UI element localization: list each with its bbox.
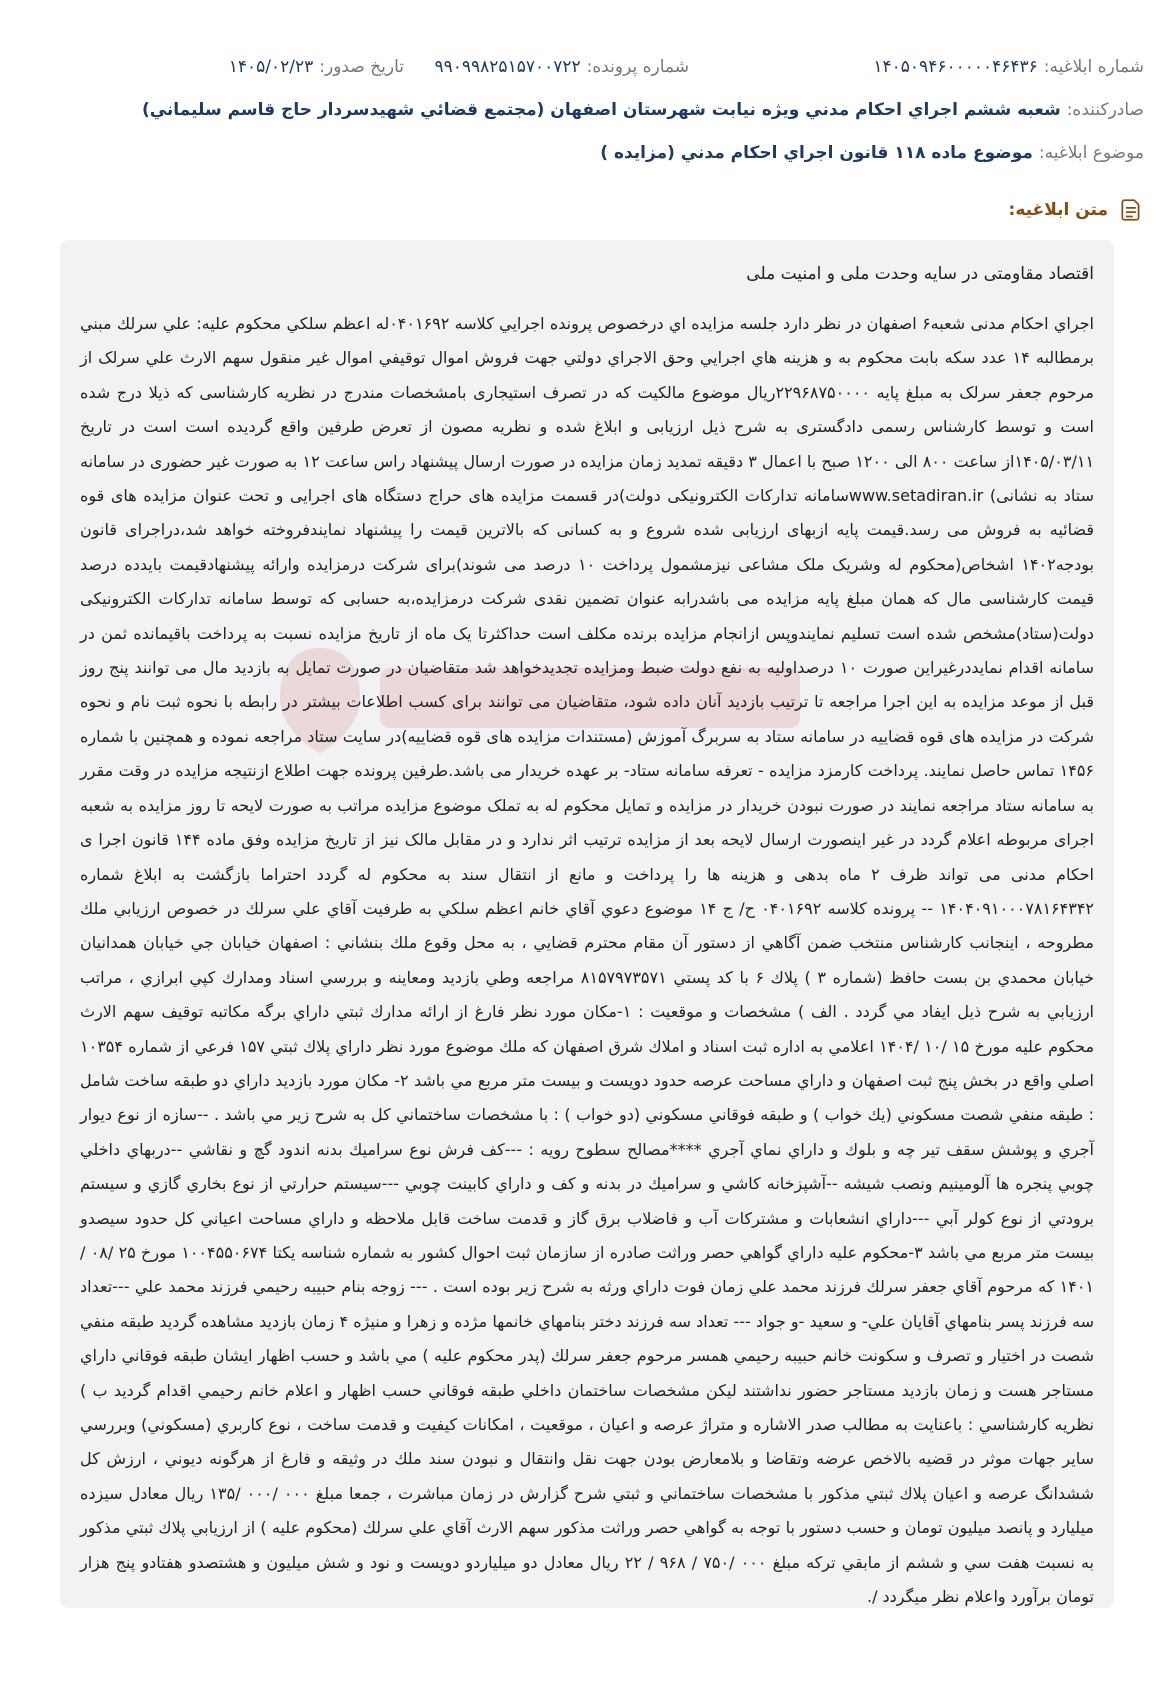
notice-number-value: ۱۴۰۵۰۹۴۶۰۰۰۰۰۴۶۴۳۶ [873,57,1038,77]
issuer-row [30,95,1144,125]
case-number-value: ۹۹۰۹۹۸۲۵۱۵۷۰۰۷۲۲ [434,57,581,77]
case-number-label: شماره پرونده: [586,57,689,77]
notice-number-label: شماره ابلاغيه: [1043,57,1144,77]
subject-label: موضوع ابلاغيه: [1038,143,1144,163]
notice-text-heading [1009,197,1144,223]
issuer-label: صادرکننده: [1066,100,1144,120]
notice-meta-row [30,52,1144,82]
subject-row [30,138,1144,168]
issue-date-label: تاريخ صدور: [319,57,404,77]
issuer-value: شعبه ششم اجراي احكام مدني ويژه نيابت شهرستان اصفهان (مجتمع قضائي شهيدسردار حاج قاسم سليماني) [141,100,1061,120]
notice-content-box [60,240,1114,1608]
notice-body-text: اجراي احکام مدنی شعبه۶ اصفهان در نظر دارد جلسه مزايده اي درخصوص پرونده اجرايي كلاسه ۰۴۰۱۶۹۲له اعظم سلكي محكوم عليه: علي سرلك مبني برمطالبه ۱۴ عدد سکه بابت محكوم به و هزينه هاي اجرايي وحق الاجراي دولتي جهت فروش اموال توقيفي اموال غير منقول سهم الارث علي سرلک از مرحوم جعفر سرلک به مبلغ پايه ۲۲۹۶۸۷۵۰۰۰۰ريال موضوع مالکيت که در تصرف استيجاری بامشخصات مندرج در نظريه کارشناسی که ذيلا درج شده است و توسط کارشناس رسمی دادگستری به شرح ذيل ارزيابی و ابلاغ شده و نظريه مصون از تعرض طرفين واقع گرديده است است در تاريخ ۱۴۰۵/۰۳/۱۱از ساعت ۸۰۰ الی ۱۲۰۰ صبح با اعمال ۳ دقيقه تمديد زمان مزايده در صورت ارسال پيشنهاد راس ساعت ۱۲ به صورت غير حضوری در سامانه ستاد به نشانی) www.setadiran.irسامانه تدارکات الکترونيکی دولت)در قسمت مزايده های حراج دستگاه های اجرايی و تحت عنوان مزايده های قوه قضائيه به فروش می رسد.قيمت پايه ازبهای ارزيابی شده شروع و به کسانی که بالاترين قيمت را پيشنهاد نمايندفروخته خواهد شد،دراجرای قانون بودجه۱۴۰۲ اشخاص(محکوم له وشريک ملک مشاعی نيزمشمول پرداخت ۱۰ درصد می شوند)برای شرکت درمزايده وارائه پيشنهادقيمت بايدده درصد قيمت کارشناسی مال که همان مبلغ پايه مزايده می باشدرابه عنوان تضمين نقدی شرکت درمزايده،به حسابی که توسط سامانه تدارکات الکترونيکی دولت(ستاد)مشخص شده است تسليم نمايندوپس ازانجام مزايده برنده مکلف است حداکثرتا يک ماه از تاريخ مزايده نسبت به پرداخت باقيمانده ثمن در سامانه اقدام نمايددرغيراين صورت ۱۰ درصداوليه به نفع دولت ضبط ومزايده تجديدخواهد شد متقاضيان در صورت تمايل به بازديد مال می توانند پنج روز قبل از موعد مزايده به اين اجرا مراجعه تا ترتيب بازديد آنان داده شود، متقاضيان می توانند برای کسب اطلاعات بيشتر در رابطه با نحوه ثبت نام و نحوه شرکت در مزايده های قوه قضاييه در سامانه ستاد به سربرگ آموزش (مستندات مزايده های قوه قضاييه)در سايت ستاد مراجعه نموده و همچنين با شماره ۱۴۵۶ تماس حاصل نمايند. پرداخت کارمزد مزايده - تعرفه سامانه ستاد- بر عهده خريدار می باشد.طرفين پرونده جهت اطلاع ازنتيجه مزايده در وقت مقرر به سامانه ستاد مراجعه نمايند در صورت نبودن خريدار در مزايده و تمايل محکوم له به تملک موضوع مزايده مراتب به صورت لايحه تا روز مزايده به شعبه اجرای مربوطه اعلام گردد در غير اينصورت ارسال لايحه بعد از مزايده ترتيب اثر ندارد و در مقابل مالک نيز از تاريخ مزايده وفق ماده ۱۴۴ قانون اجرا ی احکام مدنی می تواند ظرف ۲ ماه بدهی و هزينه ها را پرداخت و مانع از انتقال سند به محکوم له گردد احتراما بازگشت به ابلاغ شماره ۱۴۰۴۰۹۱۰۰۰۷۸۱۶۴۳۴۲ -- پرونده كلاسه ۰۴۰۱۶۹۲ ح/ ج ۱۴ موضوع دعوي آقاي خانم اعظم سلكي به طرفيت آقاي علي سرلك در خصوص ارزيابي ملك مطروحه ، اينجانب كارشناس منتخب ضمن آگاهي از دستور آن مقام محترم قضايي ، به محل وقوع ملك بنشاني : اصفهان خيابان جي خيابان همدانيان خيابان محمدي بن بست حافظ (شماره ۳ ) پلاك ۶ با كد پستي ۸۱۵۷۹۷۳۵۷۱ مراجعه وطي بازديد ومعاينه و بررسي اسناد ومدارك كپي ابرازي ، مراتب ارزيابي به شرح ذيل ايفاد مي گردد . الف ) مشخصات و موقعيت : ۱-مكان مورد نظر فارغ از ارائه مدارك ثبتي داراي برگه مكاتبه توقيف سهم الارث محكوم عليه مورخ ۱۵ /۱۰ /۱۴۰۴ اعلامي به اداره ثبت اسناد و املاك شرق اصفهان كه ملك موضوع مورد نظر داراي پلاك ثبتي ۱۵۷ فرعي از شماره ۱۰۳۵۴ اصلي واقع در بخش پنج ثبت اصفهان و داراي مساحت عرصه حدود دويست و بيست متر مربع مي باشد ۲- مكان مورد بازديد داراي دو طبقه ساخت شامل : طبقه منفي شصت مسكوني (يك خواب ) و طبقه فوقاني مسكوني (دو خواب ) : با مشخصات ساختماني كل به شرح زير مي باشد . --سازه از نوع ديوار آجري و پوشش سقف تير چه و بلوك و داراي نماي آجري ****مصالح سطوح رويه : ---كف فرش نوع سراميك بدنه اندود گچ و نقاشي --دربهاي داخلي چوبي پنجره ها آلومينيم ونصب شيشه --آشپزخانه كاشي و سراميك در بدنه و كف و داراي كابينت چوبي ---سيستم حرارتي از نوع بخاري گازي و سيستم برودتي از نوع كولر آبي ---داراي انشعابات و مشتركات آب و فاضلاب برق گاز و قدمت ساخت قابل ملاحظه و داراي مساحت اعياني كل حدود سيصدو بيست متر مربع مي باشد ۳-محكوم عليه داراي گواهي حصر وراثت صادره از سازمان ثبت احوال كشور به شماره شناسه يكتا ۱۰۰۴۵۵۰۶۷۴ مورخ ۲۵ /۰۸ /۱۴۰۱ كه مرحوم آقاي جعفر سرلك فرزند محمد علي زمان فوت داراي ورثه به شرح زير بوده است . --- زوجه بنام حبيبه رحيمي فرزند محمد علي ---تعداد سه فرزند پسر بنامهاي آقايان علي- و سعيد -و جواد --- تعداد سه فرزند دختر بنامهاي خانمها مژده و زهرا و منيژه ۴ زمان بازديد مشاهده گرديد طبقه منفي شصت در اختيار و تصرف و سكونت خانم حبيبه رحيمي همسر مرحوم جعفر سرلك (پدر محكوم عليه ) مي باشد و حسب اظهار ايشان طبقه فوقاني داراي مستاجر هست و زمان بازديد مستاجر حضور نداشتند ليكن مشخصات ساختمان داخلي طبقه فوقاني حسب اظهار و اعلام خانم رحيمي اقدام گرديد ب ) نظريه كارشناسي : باعنايت به مطالب صدر الاشاره و متراژ عرصه و اعيان ، موقعيت ، امكانات كيفيت و قدمت ساخت ، نوع كاربري (مسكوني) وبررسي ساير جهات موثر در قضيه بالاخص عرضه وتقاضا و بلامعارض بودن جهت نقل وانتقال و نبودن سند ملك در وثيقه و فارغ از هرگونه ديوني ، ارزش كل ششدانگ عرصه و اعيان پلاك ثبتي مذكور با مشخصات ساختماني و ثبتي شرح گزارش در زمان مباشرت ، جمعا مبلغ ۰۰۰ /۰۰۰ /۱۳۵ ريال معادل سيزده ميليارد و پانصد ميليون تومان و حسب دستور با توجه به گواهي حصر وراثت مذكور سهم الارث آقاي علي سرلك (محكوم عليه ) از ارزيابي پلاك ثبتي مذكور به نسبت هفت سي و ششم از مابقي تركه مبلغ ۰۰۰ /۷۵۰ / ۹۶۸ / ۲۲ ريال معادل دو ميلياردو دويست و نود و شش ميليون و هشتصدو هفتادو پنج هزار تومان برآورد واعلام نظر ميگردد /. [80,314,1095,1607]
notice-number-field [873,57,1144,77]
issue-date-value: ۱۴۰۵/۰۲/۲۳ [228,57,314,77]
notice-text-heading-label: متن ابلاغيه: [1008,200,1108,220]
document-icon [1118,197,1144,223]
subject-value: موضوع ماده ۱۱۸ قانون اجراي احکام مدني (مزايده ) [600,143,1033,163]
case-number-field [435,57,689,77]
issue-date-field [229,57,404,77]
motto-text: اقتصاد مقاومتی در سایه وحدت ملی و امنیت ملی [746,264,1094,284]
